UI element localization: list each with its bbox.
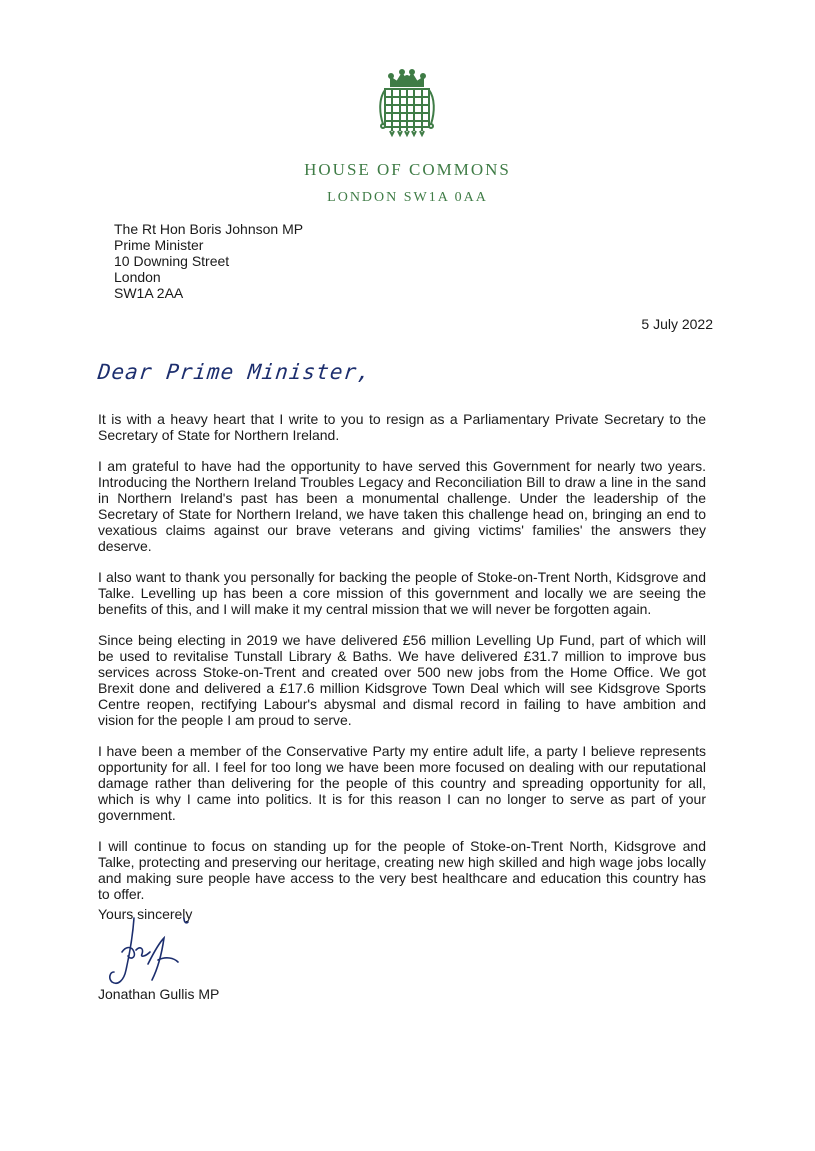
letter-body (98, 411, 706, 917)
letter-date: 5 July 2022 (641, 316, 713, 332)
salutation: Dear Prime Minister, (96, 360, 373, 384)
letterhead-title: HOUSE OF COMMONS (304, 160, 511, 179)
closing: Yours sincerely (98, 906, 193, 922)
recipient-line: Prime Minister (114, 237, 204, 253)
recipient-line: London (114, 269, 161, 285)
body-paragraph: It is with a heavy heart that I write to you to resign as a Parliamentary Private Secretary to the Secretary of State for Northern Ireland. (98, 411, 706, 443)
body-paragraph: I have been a member of the Conservative Party my entire adult life, a party I believe represents opportunity for all. I feel for too long we have been more focused on dealing with our reputational damage rather than delivering for the people of this country and spreading opportunity for all, which is why I came into politics. It is for this reason I can no longer to serve as part of your government. (98, 743, 706, 823)
body-paragraph: I will continue to focus on standing up for the people of Stoke-on-Trent North, Kidsgrove and Talke, protecting and preserving our heritage, creating new high skilled and high wage jobs locally and making sure people have access to the very best healthcare and education this country has to offer. (98, 838, 706, 902)
recipient-line: SW1A 2AA (114, 285, 184, 301)
recipient-address (114, 221, 303, 301)
portcullis-icon (377, 68, 437, 138)
recipient-line: 10 Downing Street (114, 253, 230, 269)
letterhead-address: LONDON SW1A 0AA (327, 190, 488, 205)
handwritten-signature (100, 912, 210, 994)
body-paragraph: I am grateful to have had the opportunity to have served this Government for nearly two years. Introducing the Northern Ireland Troubles Legacy and Reconciliation Bill to draw a line in the sand in Northern Ireland's past has been a monumental challenge. Under the leadership of the Secretary of State for Northern Ireland, we have taken this challenge head on, bringing an end to vexatious claims against our brave veterans and giving victims' families' the answers they deserve. (98, 458, 706, 554)
signatory-name: Jonathan Gullis MP (98, 986, 220, 1002)
recipient-line: The Rt Hon Boris Johnson MP (114, 221, 304, 237)
body-paragraph: I also want to thank you personally for backing the people of Stoke-on-Trent North, Kidsgrove and Talke. Levelling up has been a core mission of this government and locally we are seeing the benefits of this, and I will make it my central mission that we will never be forgotten again. (98, 569, 706, 617)
body-paragraph: Since being electing in 2019 we have delivered £56 million Levelling Up Fund, part of which will be used to revitalise Tunstall Library & Baths. We have delivered £31.7 million to improve bus services across Stoke-on-Trent and created over 500 new jobs from the Home Office. We got Brexit done and delivered a £17.6 million Kidsgrove Town Deal which will see Kidsgrove Sports Centre reopen, rectifying Labour's abysmal and dismal record in failing to have ambition and vision for the people I am proud to serve. (98, 632, 706, 728)
